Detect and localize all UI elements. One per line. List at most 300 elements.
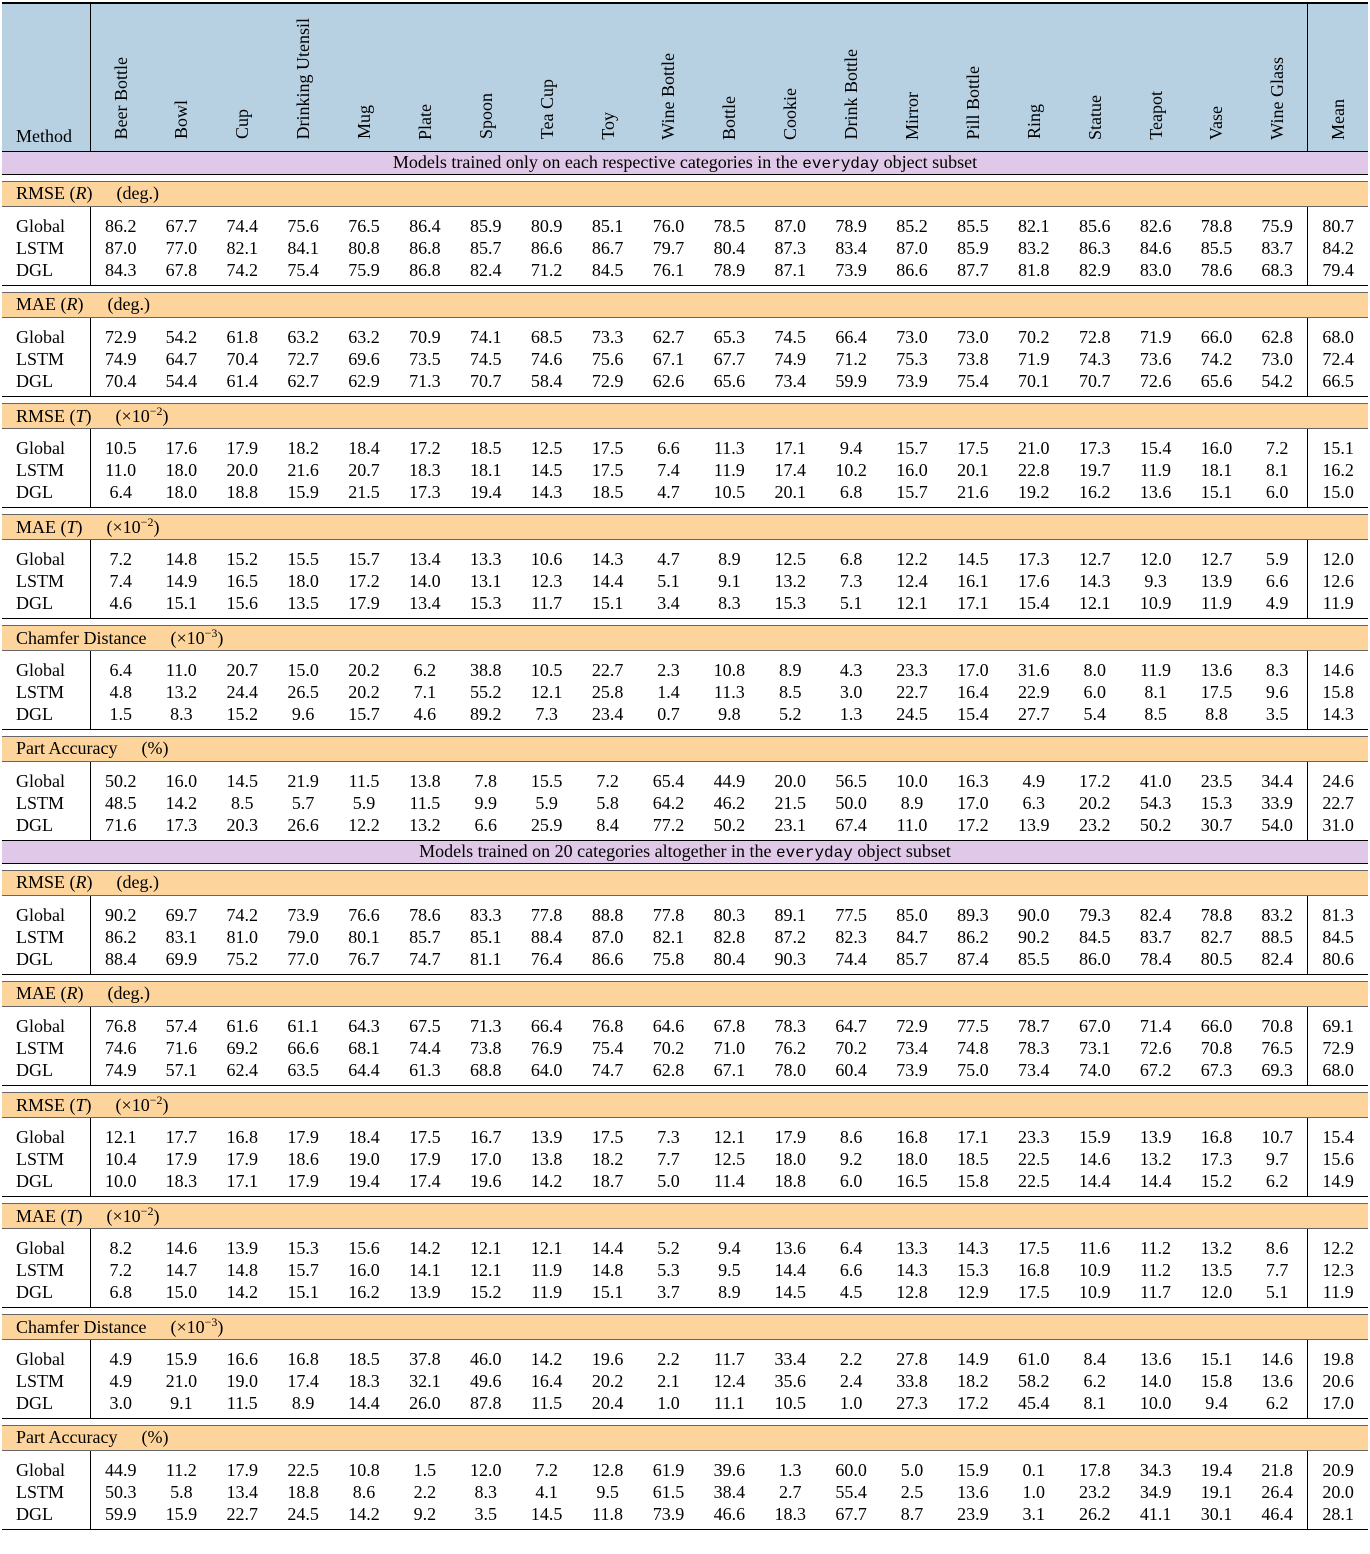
value-cell: 41.1	[1125, 1503, 1186, 1530]
value-cell: 15.3	[455, 592, 516, 619]
value-cell: 83.2	[1018, 237, 1050, 258]
value-cell: 15.3	[760, 592, 821, 619]
value-cell: 73.9	[821, 259, 882, 286]
metric-title-row	[2, 625, 1368, 650]
value-cell: 12.3	[530, 570, 563, 591]
spacer-row	[2, 974, 1368, 981]
value-cell: 17.3	[394, 481, 455, 508]
value-cell: 34.4	[1261, 770, 1293, 791]
value-cell: 8.9	[699, 1281, 760, 1308]
value-cell: 17.3	[151, 814, 212, 841]
value-cell: 72.9	[896, 1015, 928, 1036]
value-cell: 85.1	[470, 926, 502, 947]
value-cell: 8.5	[778, 681, 802, 702]
value-cell: 85.7	[882, 948, 943, 975]
table-row	[2, 317, 1368, 348]
value-cell: 8.7	[882, 1503, 943, 1530]
value-cell: 17.0	[957, 659, 989, 680]
value-cell: 74.7	[394, 948, 455, 975]
value-cell: 8.6	[839, 1126, 863, 1147]
value-cell: 74.9	[90, 1059, 151, 1086]
value-cell: 15.7	[287, 1259, 319, 1280]
value-cell: 14.8	[226, 1259, 258, 1280]
method-cell: Global	[2, 1228, 90, 1259]
method-cell: Global	[2, 317, 90, 348]
value-cell: 61.9	[652, 1459, 685, 1480]
metric-unit-exponent: −2	[140, 1204, 154, 1218]
value-cell: 60.4	[821, 1059, 882, 1086]
value-cell: 14.4	[1125, 1170, 1186, 1197]
value-cell: 9.4	[839, 437, 863, 458]
metric-title	[2, 1425, 1368, 1450]
value-cell: 23.2	[1078, 1481, 1111, 1502]
value-cell: 76.6	[348, 904, 380, 925]
value-cell: 86.6	[577, 948, 638, 975]
value-cell: 17.6	[1018, 570, 1050, 591]
value-cell: 84.3	[90, 259, 151, 286]
value-cell: 68.3	[1247, 259, 1308, 286]
value-cell: 6.4	[839, 1237, 863, 1258]
value-cell: 11.2	[1140, 1237, 1171, 1258]
value-cell: 73.1	[1078, 1037, 1111, 1058]
value-cell: 13.9	[1200, 570, 1233, 591]
value-cell: 82.1	[1018, 215, 1050, 236]
value-cell: 9.9	[474, 792, 498, 813]
value-cell: 15.6	[212, 592, 273, 619]
value-cell: 84.5	[577, 259, 638, 286]
value-cell: 70.2	[835, 1037, 867, 1058]
value-cell: 13.1	[470, 570, 502, 591]
value-cell: 20.0	[226, 459, 258, 480]
value-cell: 67.3	[1186, 1059, 1247, 1086]
value-cell: 8.9	[778, 659, 802, 680]
value-cell: 15.9	[151, 1503, 212, 1530]
value-cell: 18.2	[591, 1148, 624, 1169]
value-cell: 70.9	[409, 326, 441, 347]
method-cell: Global	[2, 895, 90, 926]
value-cell: 14.2	[409, 1237, 441, 1258]
method-cell: DGL	[2, 1170, 90, 1197]
metric-title-row	[2, 1092, 1368, 1117]
value-cell: 10.6	[530, 548, 563, 569]
spacer-row	[2, 1307, 1368, 1314]
spacer-row	[2, 863, 1368, 870]
value-cell: 13.6	[957, 1481, 989, 1502]
value-cell: 83.7	[1261, 237, 1293, 258]
value-cell: 76.8	[591, 1015, 624, 1036]
value-cell: 22.5	[1003, 1170, 1064, 1197]
metric-label: Chamfer Distance	[16, 628, 147, 648]
value-cell: 17.9	[226, 437, 258, 458]
value-cell: 12.1	[530, 681, 563, 702]
value-cell: 17.5	[591, 437, 624, 458]
value-cell: 69.9	[151, 948, 212, 975]
category-header-label: Pill Bottle	[962, 65, 983, 140]
category-header-label: Mug	[354, 105, 374, 140]
value-cell: 5.9	[352, 792, 376, 813]
value-cell: 88.5	[1261, 926, 1293, 947]
value-cell: 90.0	[1018, 904, 1050, 925]
value-cell: 74.4	[409, 1037, 441, 1058]
value-cell: 88.8	[591, 904, 624, 925]
value-cell: 64.7	[835, 1015, 867, 1036]
value-cell: 39.6	[713, 1459, 746, 1480]
metric-unit-text: (%)	[141, 738, 169, 758]
value-cell: 74.8	[957, 1037, 989, 1058]
table-row	[2, 761, 1368, 792]
value-cell: 18.5	[577, 481, 638, 508]
value-cell: 19.4	[455, 481, 516, 508]
value-cell: 74.2	[212, 259, 273, 286]
metric-title-row	[2, 1203, 1368, 1228]
value-cell: 20.1	[957, 459, 989, 480]
value-cell: 61.3	[394, 1059, 455, 1086]
value-cell: 71.3	[394, 370, 455, 397]
value-cell: 16.7	[470, 1126, 502, 1147]
category-header	[273, 3, 334, 151]
value-cell: 13.9	[1003, 814, 1064, 841]
category-header	[90, 3, 151, 151]
category-header	[1186, 3, 1247, 151]
table-row	[2, 1148, 1368, 1170]
value-cell: 23.9	[942, 1503, 1003, 1530]
value-cell: 13.2	[394, 814, 455, 841]
mean-cell: 16.2	[1308, 459, 1368, 481]
value-cell: 18.0	[287, 570, 319, 591]
value-cell: 16.8	[1200, 1126, 1233, 1147]
value-cell: 12.7	[1200, 548, 1233, 569]
metric-title-row	[2, 403, 1368, 428]
value-cell: 17.9	[334, 592, 395, 619]
category-header-label: Beer Bottle	[110, 57, 131, 140]
value-cell: 18.3	[760, 1503, 821, 1530]
value-cell: 5.1	[821, 592, 882, 619]
value-cell: 14.5	[760, 1281, 821, 1308]
value-cell: 17.9	[226, 1459, 258, 1480]
value-cell: 22.8	[1018, 459, 1050, 480]
value-cell: 4.6	[394, 703, 455, 730]
metric-label: Chamfer Distance	[16, 1317, 147, 1337]
table-row	[2, 1006, 1368, 1037]
value-cell: 18.5	[957, 1148, 989, 1169]
category-header	[455, 3, 516, 151]
value-cell: 8.6	[352, 1481, 376, 1502]
value-cell: 10.7	[1261, 1126, 1293, 1147]
mean-cell: 12.0	[1308, 539, 1368, 570]
mean-cell: 15.0	[1308, 481, 1368, 508]
value-cell: 14.3	[896, 1259, 928, 1280]
value-cell: 3.5	[1247, 703, 1308, 730]
value-cell: 9.1	[718, 570, 741, 591]
value-cell: 14.8	[591, 1259, 624, 1280]
value-cell: 17.0	[957, 792, 989, 813]
mean-cell: 72.9	[1308, 1037, 1368, 1059]
value-cell: 12.1	[530, 1237, 563, 1258]
value-cell: 11.0	[882, 814, 943, 841]
value-cell: 82.7	[1200, 926, 1233, 947]
value-cell: 21.8	[1261, 1459, 1293, 1480]
value-cell: 0.7	[638, 703, 699, 730]
method-cell: Global	[2, 650, 90, 681]
value-cell: 12.1	[1064, 592, 1125, 619]
value-cell: 74.1	[470, 326, 502, 347]
metric-label: Part Accuracy	[16, 738, 118, 758]
value-cell: 15.5	[530, 770, 563, 791]
value-cell: 14.4	[334, 1392, 395, 1419]
value-cell: 4.9	[1247, 592, 1308, 619]
value-cell: 74.0	[1064, 1059, 1125, 1086]
value-cell: 82.4	[455, 259, 516, 286]
mean-cell: 69.1	[1308, 1006, 1368, 1037]
value-cell: 89.1	[774, 904, 806, 925]
value-cell: 78.9	[699, 259, 760, 286]
value-cell: 87.4	[942, 948, 1003, 975]
value-cell: 34.9	[1139, 1481, 1172, 1502]
value-cell: 74.5	[774, 326, 806, 347]
metric-label: RMSE	[16, 872, 66, 892]
value-cell: 19.2	[1003, 481, 1064, 508]
spacer	[2, 729, 1368, 736]
value-cell: 5.1	[1247, 1281, 1308, 1308]
value-cell: 72.7	[287, 348, 319, 369]
category-header	[334, 3, 395, 151]
value-cell: 10.8	[713, 659, 746, 680]
mean-cell: 22.7	[1308, 792, 1368, 814]
metric-title-row	[2, 736, 1368, 761]
value-cell: 62.9	[334, 370, 395, 397]
value-cell: 22.5	[287, 1459, 319, 1480]
value-cell: 24.4	[226, 681, 258, 702]
value-cell: 10.5	[104, 437, 137, 458]
category-header	[577, 3, 638, 151]
metric-title	[2, 625, 1368, 650]
value-cell: 82.3	[835, 926, 867, 947]
value-cell: 78.7	[1018, 1015, 1050, 1036]
method-cell: Global	[2, 428, 90, 459]
value-cell: 70.2	[652, 1037, 685, 1058]
value-cell: 7.2	[1265, 437, 1289, 458]
metric-unit	[108, 983, 150, 1003]
value-cell: 16.0	[348, 1259, 380, 1280]
value-cell: 4.1	[535, 1481, 558, 1502]
section-title	[2, 840, 1368, 863]
value-cell: 6.8	[839, 548, 863, 569]
value-cell: 16.8	[226, 1126, 258, 1147]
value-cell: 9.4	[718, 1237, 741, 1258]
value-cell: 10.0	[1125, 1392, 1186, 1419]
value-cell: 13.2	[774, 570, 806, 591]
value-cell: 63.2	[348, 326, 380, 347]
value-cell: 14.9	[165, 570, 198, 591]
value-cell: 15.6	[348, 1237, 380, 1258]
value-cell: 13.4	[226, 1481, 258, 1502]
value-cell: 82.9	[1064, 259, 1125, 286]
value-cell: 16.2	[334, 1281, 395, 1308]
category-header-label: Statue	[1084, 94, 1105, 140]
value-cell: 14.4	[591, 570, 624, 591]
value-cell: 19.6	[591, 1348, 624, 1369]
value-cell: 11.5	[409, 792, 441, 813]
metric-unit-exponent: −2	[149, 1093, 163, 1107]
value-cell: 15.8	[1200, 1370, 1233, 1391]
metric-unit	[141, 1427, 168, 1447]
value-cell: 90.2	[104, 904, 137, 925]
value-cell: 17.4	[394, 1170, 455, 1197]
value-cell: 2.2	[413, 1481, 437, 1502]
table-row	[2, 1450, 1368, 1481]
value-cell: 10.5	[530, 659, 563, 680]
value-cell: 86.8	[394, 259, 455, 286]
value-cell: 46.0	[470, 1348, 502, 1369]
value-cell: 73.0	[1261, 348, 1293, 369]
value-cell: 78.8	[1200, 904, 1233, 925]
spacer	[2, 507, 1368, 514]
value-cell: 86.2	[104, 215, 137, 236]
value-cell: 83.0	[1125, 259, 1186, 286]
value-cell: 55.2	[470, 681, 502, 702]
method-cell: LSTM	[2, 1259, 90, 1281]
value-cell: 74.7	[577, 1059, 638, 1086]
value-cell: 6.6	[657, 437, 680, 458]
metric-label: RMSE	[16, 406, 66, 426]
method-cell: LSTM	[2, 1370, 90, 1392]
value-cell: 74.2	[226, 904, 258, 925]
value-cell: 8.1	[1144, 681, 1167, 702]
value-cell: 8.2	[109, 1237, 132, 1258]
table-row	[2, 1481, 1368, 1503]
value-cell: 30.1	[1186, 1503, 1247, 1530]
metric-unit-text: (×10	[106, 1206, 141, 1226]
value-cell: 6.2	[413, 659, 437, 680]
value-cell: 22.7	[212, 1503, 273, 1530]
value-cell: 77.0	[273, 948, 334, 975]
value-cell: 9.6	[1265, 681, 1289, 702]
metric-label: RMSE	[16, 1095, 66, 1115]
value-cell: 17.5	[1200, 681, 1233, 702]
value-cell: 14.9	[957, 1348, 989, 1369]
value-cell: 7.3	[839, 570, 863, 591]
mean-cell: 31.0	[1308, 814, 1368, 841]
value-cell: 87.0	[774, 215, 806, 236]
value-cell: 18.3	[151, 1170, 212, 1197]
value-cell: 71.9	[1018, 348, 1050, 369]
value-cell: 14.5	[530, 459, 563, 480]
value-cell: 68.1	[348, 1037, 380, 1058]
category-header	[1247, 3, 1308, 151]
value-cell: 72.6	[1139, 1037, 1172, 1058]
value-cell: 26.0	[394, 1392, 455, 1419]
value-cell: 15.7	[882, 481, 943, 508]
value-cell: 75.6	[591, 348, 624, 369]
value-cell: 74.4	[821, 948, 882, 975]
value-cell: 61.8	[226, 326, 258, 347]
value-cell: 16.0	[165, 770, 198, 791]
value-cell: 4.3	[839, 659, 863, 680]
value-cell: 67.7	[165, 215, 198, 236]
value-cell: 14.8	[165, 548, 198, 569]
mean-cell: 72.4	[1308, 348, 1368, 370]
method-cell: DGL	[2, 814, 90, 841]
mean-cell: 84.2	[1308, 237, 1368, 259]
value-cell: 69.7	[165, 904, 198, 925]
value-cell: 78.5	[713, 215, 746, 236]
value-cell: 9.7	[1265, 1148, 1289, 1169]
method-column-header: Method	[2, 3, 90, 151]
table-row	[2, 428, 1368, 459]
value-cell: 54.2	[165, 326, 198, 347]
value-cell: 11.9	[1186, 592, 1247, 619]
value-cell: 67.2	[1125, 1059, 1186, 1086]
value-cell: 70.4	[226, 348, 258, 369]
value-cell: 18.0	[151, 481, 212, 508]
section-title-text-end: object subset	[852, 841, 951, 861]
category-header	[882, 3, 943, 151]
value-cell: 21.9	[287, 770, 319, 791]
value-cell: 7.3	[657, 1126, 680, 1147]
value-cell: 69.3	[1247, 1059, 1308, 1086]
table-row	[2, 206, 1368, 237]
value-cell: 5.4	[1064, 703, 1125, 730]
value-cell: 20.7	[348, 459, 380, 480]
category-header	[1125, 3, 1186, 151]
value-cell: 76.4	[516, 948, 577, 975]
value-cell: 13.3	[470, 548, 502, 569]
value-cell: 78.0	[760, 1059, 821, 1086]
value-cell: 75.4	[591, 1037, 624, 1058]
value-cell: 84.6	[1139, 237, 1172, 258]
value-cell: 11.5	[212, 1392, 273, 1419]
method-cell: LSTM	[2, 348, 90, 370]
mean-cell: 84.5	[1308, 926, 1368, 948]
value-cell: 15.1	[273, 1281, 334, 1308]
metric-unit-exponent: −2	[149, 404, 163, 418]
value-cell: 87.2	[774, 926, 806, 947]
value-cell: 14.7	[165, 1259, 198, 1280]
value-cell: 7.2	[109, 548, 132, 569]
value-cell: 14.5	[226, 770, 258, 791]
method-cell: DGL	[2, 370, 90, 397]
value-cell: 85.7	[470, 237, 502, 258]
value-cell: 11.9	[713, 459, 745, 480]
mean-column-header	[1308, 3, 1368, 151]
value-cell: 15.2	[455, 1281, 516, 1308]
metric-variable: T	[75, 1095, 86, 1115]
value-cell: 17.7	[165, 1126, 198, 1147]
value-cell: 61.5	[652, 1481, 685, 1502]
value-cell: 13.6	[1261, 1370, 1293, 1391]
value-cell: 17.5	[591, 1126, 624, 1147]
method-cell: LSTM	[2, 792, 90, 814]
value-cell: 23.1	[760, 814, 821, 841]
value-cell: 71.0	[713, 1037, 746, 1058]
value-cell: 70.7	[1064, 370, 1125, 397]
value-cell: 33.4	[774, 1348, 806, 1369]
value-cell: 20.4	[577, 1392, 638, 1419]
value-cell: 80.5	[1186, 948, 1247, 975]
value-cell: 23.3	[1018, 1126, 1050, 1147]
section-title-row	[2, 151, 1368, 174]
mean-cell: 68.0	[1308, 317, 1368, 348]
value-cell: 67.0	[1078, 1015, 1111, 1036]
metric-unit-text: (deg.)	[107, 294, 150, 314]
value-cell: 6.0	[1247, 481, 1308, 508]
method-cell: Global	[2, 1450, 90, 1481]
value-cell: 15.0	[287, 659, 319, 680]
value-cell: 20.2	[348, 681, 380, 702]
value-cell: 5.8	[170, 1481, 193, 1502]
value-cell: 14.3	[1078, 570, 1111, 591]
method-cell: LSTM	[2, 1148, 90, 1170]
